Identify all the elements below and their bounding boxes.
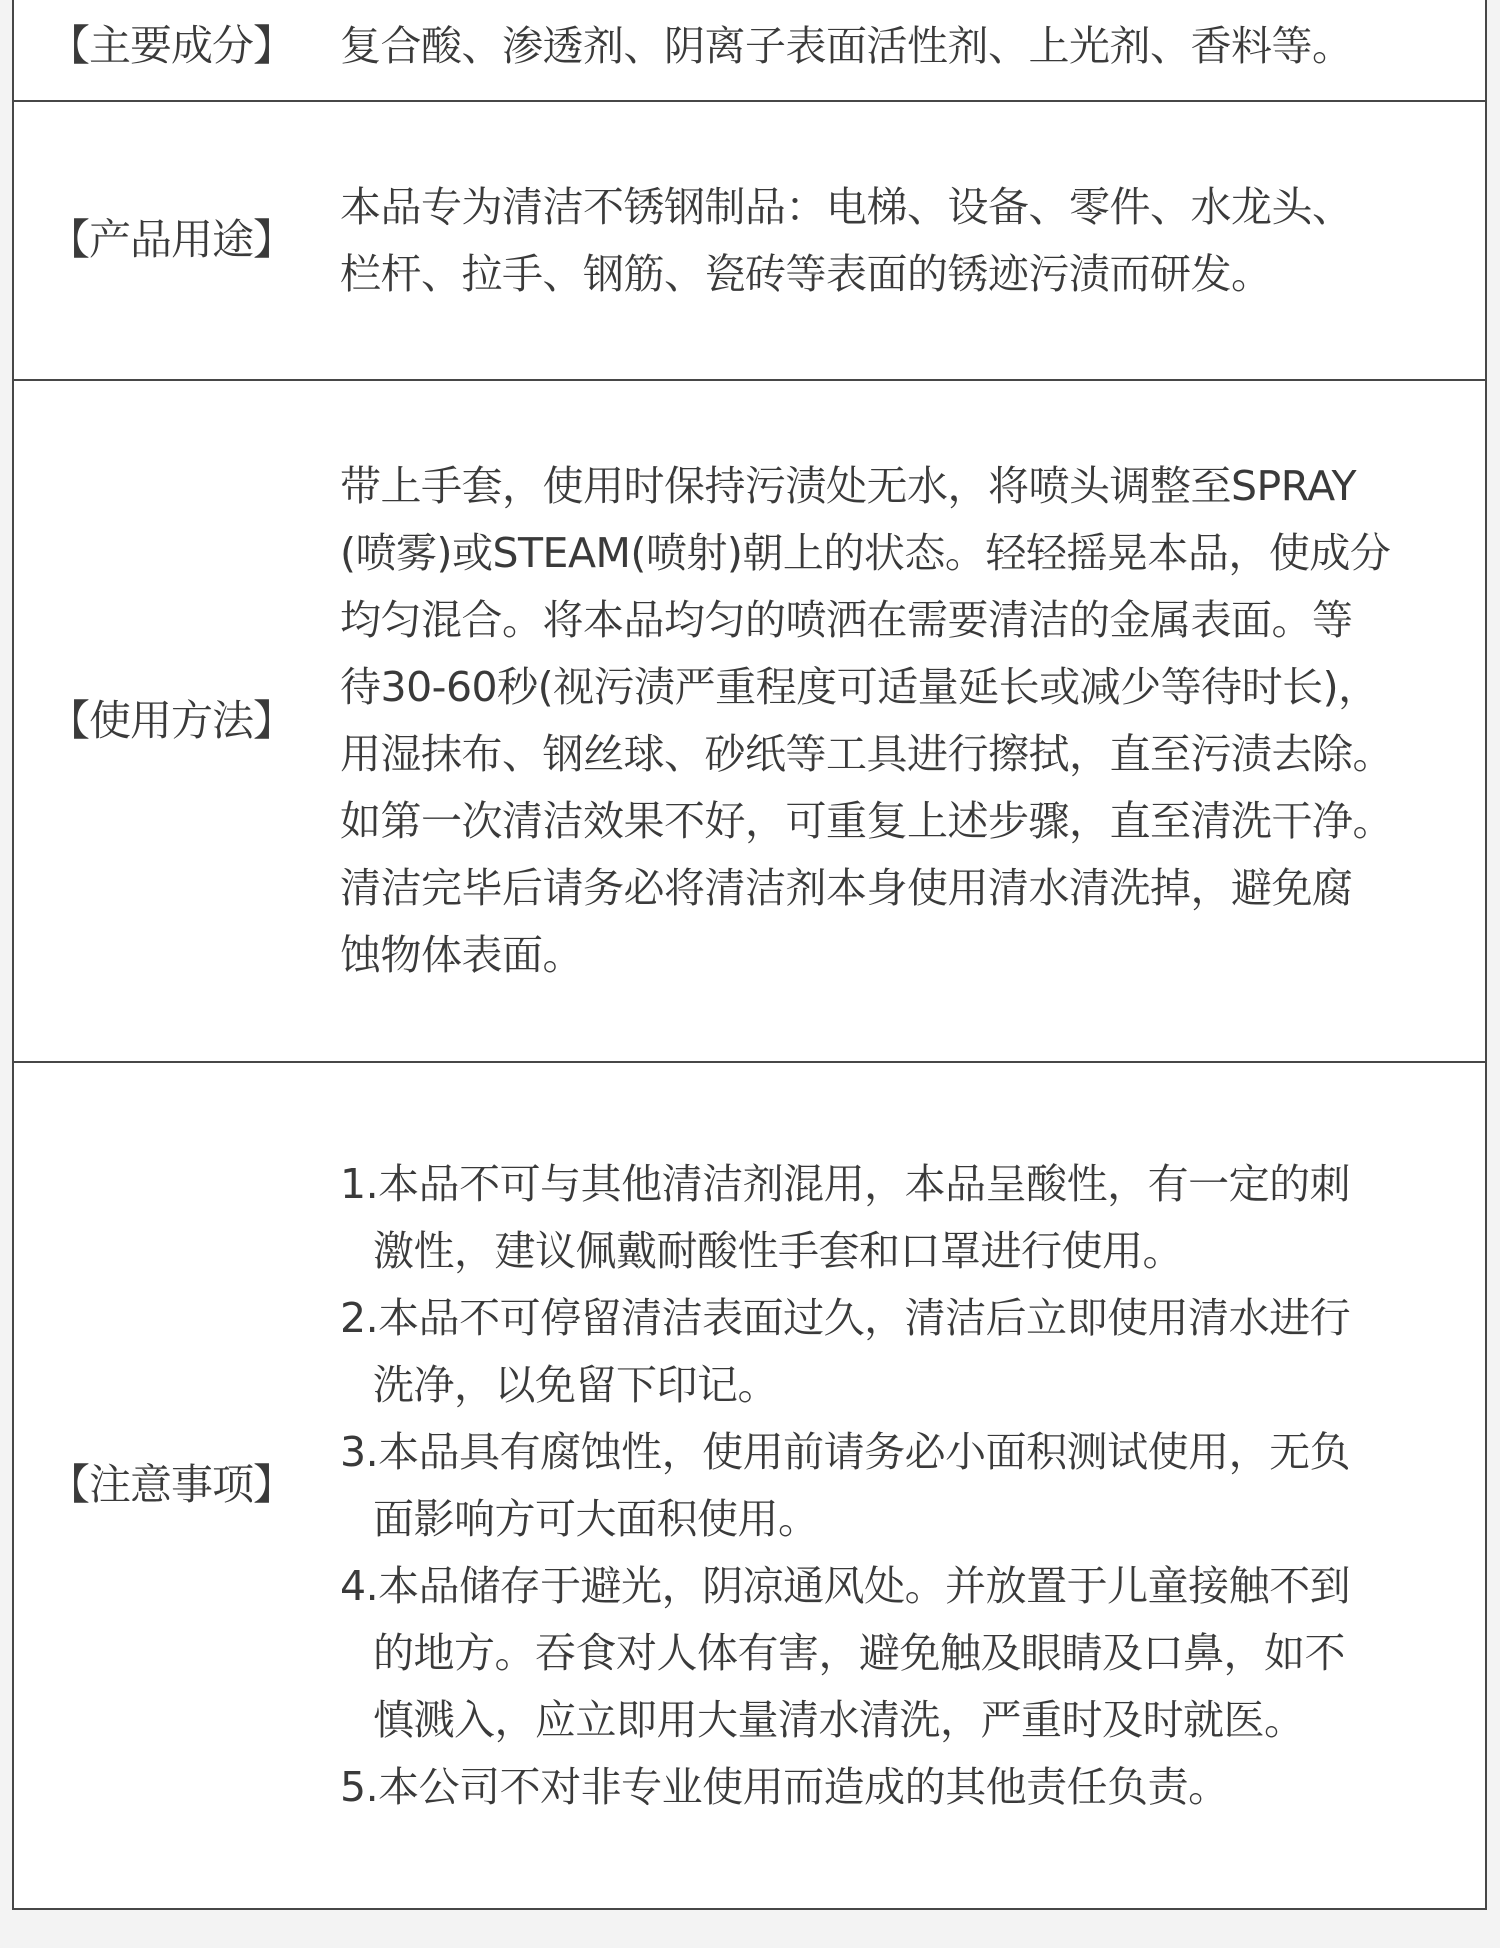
caution-item xyxy=(340,1553,1467,1754)
usage-line: 栏杆、拉手、钢筋、瓷砖等表面的锈迹污渍而研发。 xyxy=(340,249,1272,298)
caution-line: 4.本品储存于避光，阴凉通风处。并放置于儿童接触不到 xyxy=(340,1561,1351,1610)
caution-line: 的地方。吞食对人体有害，避免触及眼睛及口鼻，如不 xyxy=(373,1628,1345,1677)
cautions-list xyxy=(340,1151,1467,1821)
caution-line: 面影响方可大面积使用。 xyxy=(373,1494,819,1543)
cautions-content xyxy=(338,1062,1486,1909)
method-line: 均匀混合。将本品均匀的喷洒在需要清洁的金属表面。等 xyxy=(340,596,1353,644)
caution-line: 激性，建议佩戴耐酸性手套和口罩进行使用。 xyxy=(373,1226,1183,1275)
cautions-label: 【注意事项】 xyxy=(13,1062,338,1909)
usage-label: 【产品用途】 xyxy=(13,101,338,380)
caution-item xyxy=(340,1285,1467,1419)
row-method xyxy=(13,380,1486,1062)
caution-line: 慎溅入，应立即用大量清水清洗，严重时及时就医。 xyxy=(373,1695,1305,1744)
usage-line: 本品专为清洁不锈钢制品：电梯、设备、零件、水龙头、 xyxy=(340,182,1353,231)
method-line: (喷雾)或STEAM(喷射)朝上的状态。轻轻摇晃本品，使成分 xyxy=(340,529,1391,577)
caution-item xyxy=(340,1419,1467,1553)
row-cautions xyxy=(13,1062,1486,1909)
row-usage xyxy=(13,101,1486,380)
method-line: 蚀物体表面。 xyxy=(340,931,583,979)
ingredients-label: 【主要成分】 xyxy=(13,0,338,101)
method-line: 清洁完毕后请务必将清洁剂本身使用清水清洗掉，避免腐 xyxy=(340,864,1353,912)
ingredients-content xyxy=(338,0,1486,101)
caution-line: 2.本品不可停留清洁表面过久，清洁后立即使用清水进行 xyxy=(340,1293,1351,1342)
caution-item xyxy=(340,1754,1467,1821)
method-line: 待30-60秒(视污渍严重程度可适量延长或减少等待时长)， xyxy=(340,663,1379,711)
method-label: 【使用方法】 xyxy=(13,380,338,1062)
method-line: 带上手套，使用时保持污渍处无水，将喷头调整至SPRAY xyxy=(340,462,1356,510)
row-ingredients xyxy=(13,0,1486,101)
product-spec-table xyxy=(12,0,1487,1910)
usage-content xyxy=(338,101,1486,380)
caution-line: 洗净，以免留下印记。 xyxy=(373,1360,778,1409)
caution-line: 1.本品不可与其他清洁剂混用，本品呈酸性，有一定的刺 xyxy=(340,1159,1351,1208)
ingredients-line: 复合酸、渗透剂、阴离子表面活性剂、上光剂、香料等。 xyxy=(340,21,1353,70)
method-content xyxy=(338,380,1486,1062)
caution-line: 3.本品具有腐蚀性，使用前请务必小面积测试使用，无负 xyxy=(340,1427,1351,1476)
caution-line: 5.本公司不对非专业使用而造成的其他责任负责。 xyxy=(340,1762,1229,1811)
method-line: 用湿抹布、钢丝球、砂纸等工具进行擦拭，直至污渍去除。 xyxy=(340,730,1393,778)
caution-item xyxy=(340,1151,1467,1285)
method-line: 如第一次清洁效果不好，可重复上述步骤，直至清洗干净。 xyxy=(340,797,1393,845)
